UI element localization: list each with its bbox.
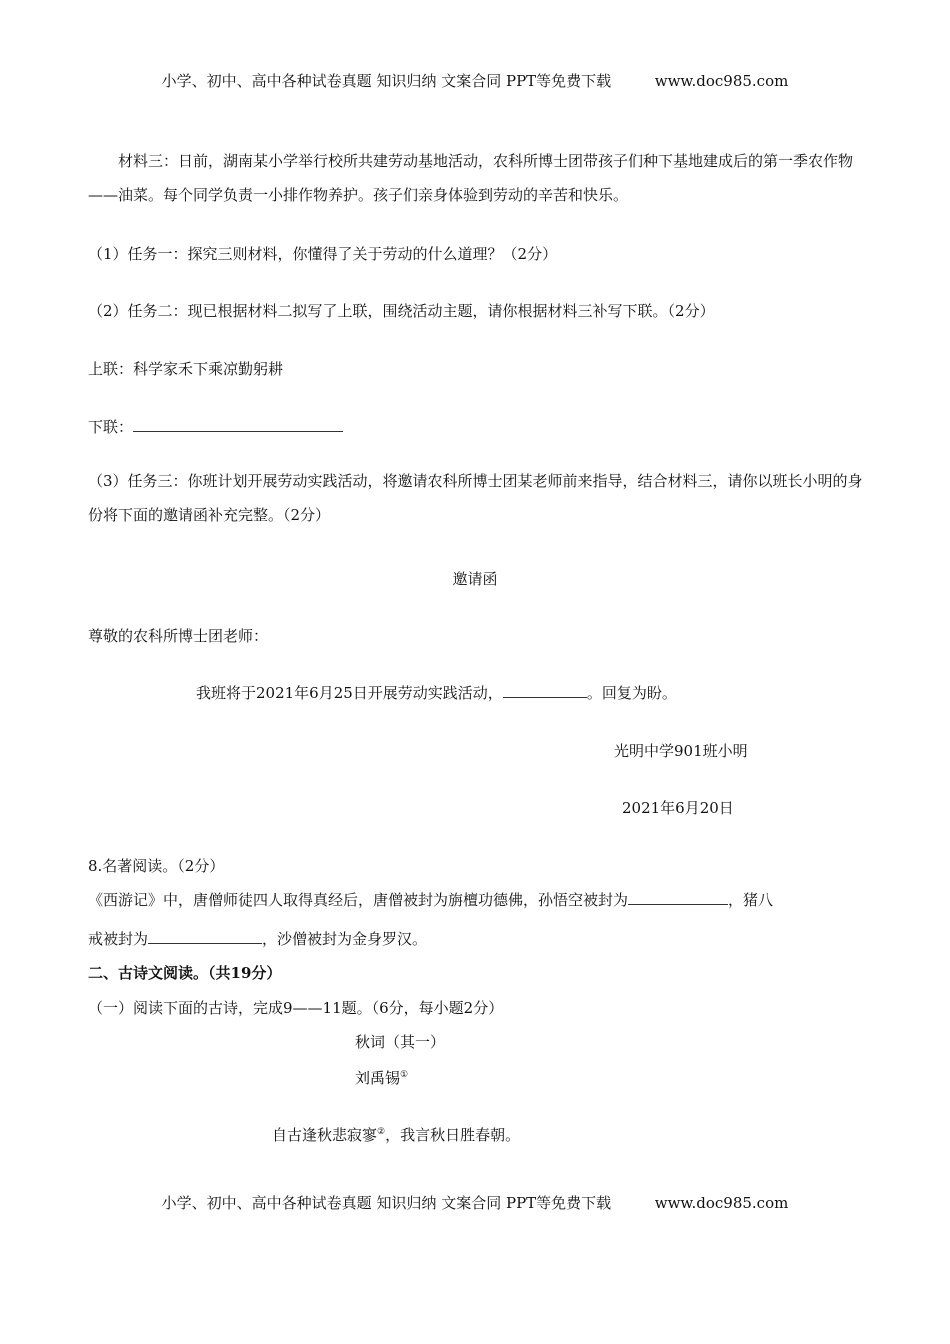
q8-blank-2[interactable] bbox=[148, 929, 262, 944]
letter-greeting: 尊敬的农科所博士团老师： bbox=[88, 627, 269, 645]
header-url[interactable]: www.doc985.com bbox=[654, 72, 789, 90]
section-two-title: 二、古诗文阅读。（共19分） bbox=[88, 964, 282, 982]
couplet-lower-blank[interactable] bbox=[133, 417, 343, 432]
poem-line-1 bbox=[272, 1124, 520, 1145]
task-two: （2）任务二：现已根据材料二拟写了上联，围绕活动主题，请你根据材料三补写下联。（2分） bbox=[88, 302, 715, 320]
letter-body bbox=[196, 682, 677, 703]
header-text: 小学、初中、高中各种试卷真题 知识归纳 文案合同 PPT等免费下载 bbox=[161, 72, 612, 90]
letter-body-blank[interactable] bbox=[503, 683, 587, 698]
material-three: 材料三：日前，湖南某小学举行校所共建劳动基地活动，农科所博士团带孩子们种下基地建成后的第一季农作物——油菜。每个同学负责一小排作物养护。孩子们亲身体验到劳动的辛苦和快乐。 bbox=[88, 152, 854, 204]
poem-author-name: 刘禹锡 bbox=[355, 1069, 401, 1087]
q8-text-a: 《西游记》中，唐僧师徒四人取得真经后，唐僧被封为旃檀功德佛，孙悟空被封为 bbox=[88, 891, 629, 909]
couplet-lower bbox=[88, 416, 343, 437]
poem-author bbox=[355, 1067, 408, 1088]
poem-line-1-b: ，我言秋日胜春朝。 bbox=[385, 1126, 521, 1144]
footer-url[interactable]: www.doc985.com bbox=[654, 1194, 789, 1212]
poem-title: 秋词（其一） bbox=[355, 1033, 446, 1051]
letter-body-before: 我班将于2021年6月25日开展劳动实践活动， bbox=[196, 684, 503, 702]
footer-text: 小学、初中、高中各种试卷真题 知识归纳 文案合同 PPT等免费下载 bbox=[161, 1194, 612, 1212]
q8-line-1 bbox=[88, 889, 773, 910]
q8-text-d: ，沙僧被封为金身罗汉。 bbox=[262, 930, 428, 948]
couplet-upper: 上联：科学家禾下乘凉勤躬耕 bbox=[88, 360, 284, 378]
q8-text-c: 戒被封为 bbox=[88, 930, 149, 948]
q8-text-b: ，猪八 bbox=[728, 891, 774, 909]
q8-line-2 bbox=[88, 928, 427, 949]
section-two-sub: （一）阅读下面的古诗，完成9——11题。（6分，每小题2分） bbox=[88, 999, 504, 1017]
poem-author-note: ① bbox=[400, 1070, 409, 1080]
page-footer bbox=[0, 1192, 950, 1213]
page-header bbox=[0, 70, 950, 91]
couplet-lower-label: 下联： bbox=[88, 418, 134, 436]
letter-date: 2021年6月20日 bbox=[622, 799, 734, 817]
poem-line-1-note: ② bbox=[377, 1127, 386, 1137]
task-one: （1）任务一：探究三则材料，你懂得了关于劳动的什么道理？（2分） bbox=[88, 245, 558, 263]
q8-title: 8.名著阅读。（2分） bbox=[88, 857, 225, 875]
poem-line-1-a: 自古逢秋悲寂寥 bbox=[272, 1126, 378, 1144]
letter-body-after: 。回复为盼。 bbox=[586, 684, 677, 702]
q8-blank-1[interactable] bbox=[628, 890, 728, 905]
task-three: （3）任务三：你班计划开展劳动实践活动，将邀请农科所博士团某老师前来指导，结合材料三，请你以班长小明的身份将下面的邀请函补充完整。（2分） bbox=[88, 472, 863, 524]
letter-title: 邀请函 bbox=[452, 570, 498, 588]
letter-signature: 光明中学901班小明 bbox=[614, 742, 748, 760]
